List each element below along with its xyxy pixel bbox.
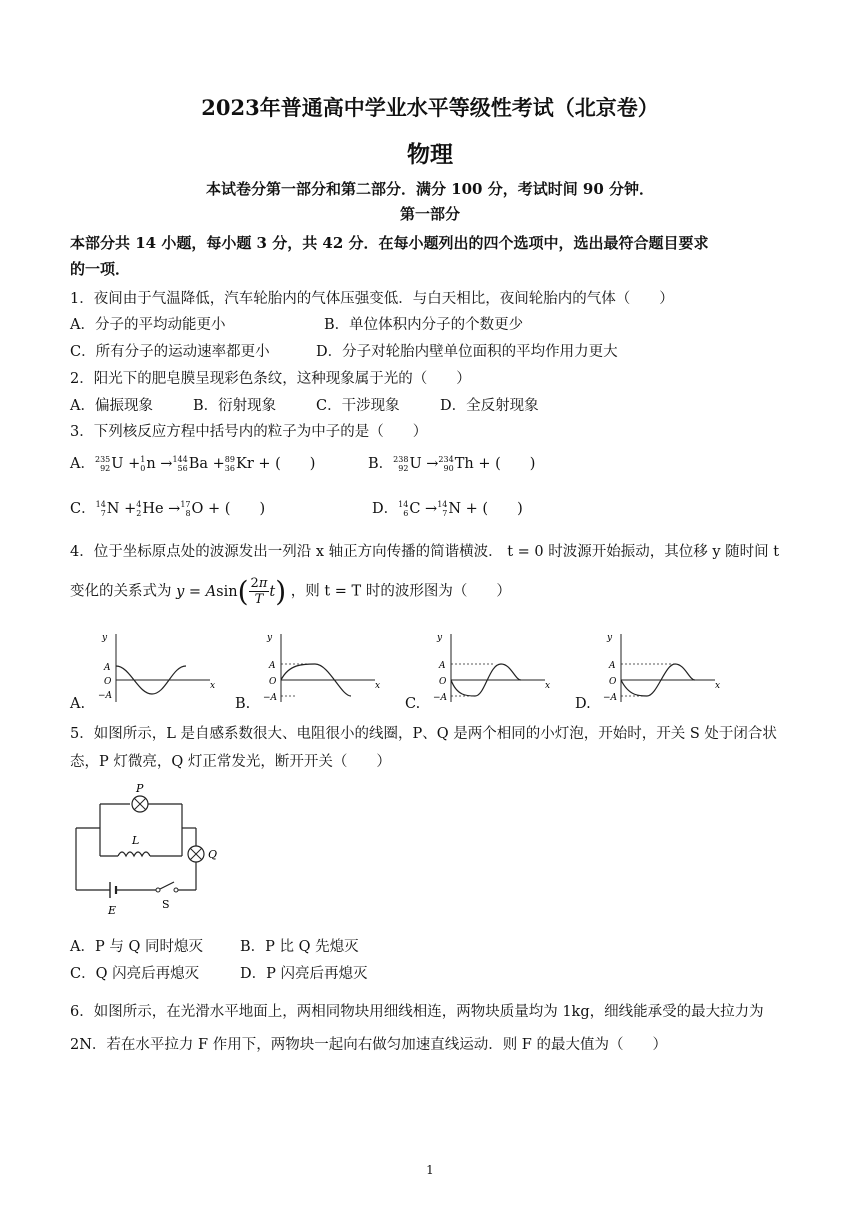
svg-text:y: y xyxy=(607,633,613,643)
svg-text:x: x xyxy=(375,681,381,691)
q3-option-d: D． 14 6 C → 14 7 N + ( ) xyxy=(372,500,523,518)
q4-stem: 4．位于坐标原点处的波源发出一列沿 x 轴正方向传播的简谐横波． t = 0 时波源开始振动，其位移 y 随时间 t xyxy=(70,544,780,560)
q2-option-c: C．干涉现象 xyxy=(316,398,400,414)
circuit-label-s: S xyxy=(162,898,170,911)
svg-text:y: y xyxy=(437,633,443,643)
q2-option-d: D．全反射现象 xyxy=(440,398,539,414)
q5-stem-cont: 态，P 灯微亮，Q 灯正常发光，断开开关（ ） xyxy=(70,754,391,770)
q5-circuit-diagram xyxy=(70,782,250,926)
exam-intro: 本试卷分第一部分和第二部分．满分 100 分，考试时间 90 分钟． xyxy=(205,180,655,198)
svg-text:A: A xyxy=(439,661,446,671)
svg-text:O: O xyxy=(104,677,112,687)
svg-text:x: x xyxy=(715,681,721,691)
q4-label-c: C. xyxy=(405,696,421,712)
svg-text:O: O xyxy=(439,677,447,687)
q5-option-a: A．P 与 Q 同时熄灭 xyxy=(70,939,203,955)
q3-option-c: C． 14 7 N + 4 2 He → 17 8 O + ( ) xyxy=(70,500,266,518)
q1-option-b: B．单位体积内分子的个数更少 xyxy=(324,317,524,333)
svg-text:−A: −A xyxy=(263,693,278,703)
exam-title: 2023年普通高中学业水平等级性考试（北京卷） xyxy=(201,95,659,120)
q1-option-c: C．所有分子的运动速率都更小 xyxy=(70,344,270,360)
svg-text:−A: −A xyxy=(433,693,448,703)
svg-text:−A: −A xyxy=(603,693,618,703)
circuit-label-q: Q xyxy=(208,848,218,861)
part-description-cont: 的一项． xyxy=(70,260,131,278)
svg-text:A: A xyxy=(269,661,276,671)
svg-text:x: x xyxy=(210,681,216,691)
circuit-label-p: P xyxy=(136,782,144,795)
q3-option-a: A． 235 92 U + 1 0 n → 144 56 Ba + 89 36 Kr + ( ) xyxy=(70,455,316,473)
q6-stem-cont: 2N．若在水平拉力 F 作用下，两物块一起向右做匀加速直线运动．则 F 的最大值为（ ） xyxy=(70,1037,667,1053)
q4-stem-cont: 变化的关系式为 y = A sin ( 2π T t ) ，则 t = T 时的波形图为（ ） xyxy=(70,574,511,608)
svg-text:A: A xyxy=(104,663,111,673)
svg-text:−A: −A xyxy=(98,691,113,701)
part-heading: 第一部分 xyxy=(399,205,460,223)
q1-stem: 1．夜间由于气温降低，汽车轮胎内的气体压强变低．与白天相比，夜间轮胎内的气体（ ） xyxy=(70,291,674,307)
q5-option-c: C．Q 闪亮后再熄灭 xyxy=(70,966,200,982)
q3-option-b: B． 238 92 U → 234 90 Th + ( ) xyxy=(368,455,536,473)
q5-option-d: D．P 闪亮后再熄灭 xyxy=(240,966,368,982)
svg-text:O: O xyxy=(609,677,617,687)
q2-option-b: B．衍射现象 xyxy=(193,398,277,414)
page-number: 1 xyxy=(426,1163,434,1177)
q4-label-d: D. xyxy=(575,696,591,712)
q4-label-a: A. xyxy=(70,696,86,712)
svg-text:A: A xyxy=(609,661,616,671)
part-description: 本部分共 14 小题，每小题 3 分，共 42 分．在每小题列出的四个选项中，选出最符合题目要求 xyxy=(70,234,709,252)
q3-stem: 3．下列核反应方程中括号内的粒子为中子的是（ ） xyxy=(70,424,428,440)
circuit-label-e: E xyxy=(108,904,117,917)
q5-option-b: B．P 比 Q 先熄灭 xyxy=(240,939,359,955)
svg-text:x: x xyxy=(545,681,551,691)
circuit-label-l: L xyxy=(132,834,140,847)
svg-text:y: y xyxy=(102,633,108,643)
q4-label-b: B. xyxy=(235,696,251,712)
svg-text:O: O xyxy=(269,677,277,687)
q1-option-d: D．分子对轮胎内壁单位面积的平均作用力更大 xyxy=(316,344,618,360)
q1-option-a: A．分子的平均动能更小 xyxy=(70,317,226,333)
q5-stem: 5．如图所示，L 是自感系数很大、电阻很小的线圈，P、Q 是两个相同的小灯泡，开始时，开关 S 处于闭合状 xyxy=(70,726,777,742)
q2-stem: 2．阳光下的肥皂膜呈现彩色条纹，这种现象属于光的（ ） xyxy=(70,371,471,387)
subject-title: 物理 xyxy=(407,141,453,168)
svg-text:y: y xyxy=(267,633,273,643)
q2-option-a: A．偏振现象 xyxy=(70,398,153,414)
q6-stem: 6．如图所示，在光滑水平地面上，两相同物块用细线相连，两物块质量均为 1kg，细线能承受的最大拉力为 xyxy=(70,1004,764,1020)
